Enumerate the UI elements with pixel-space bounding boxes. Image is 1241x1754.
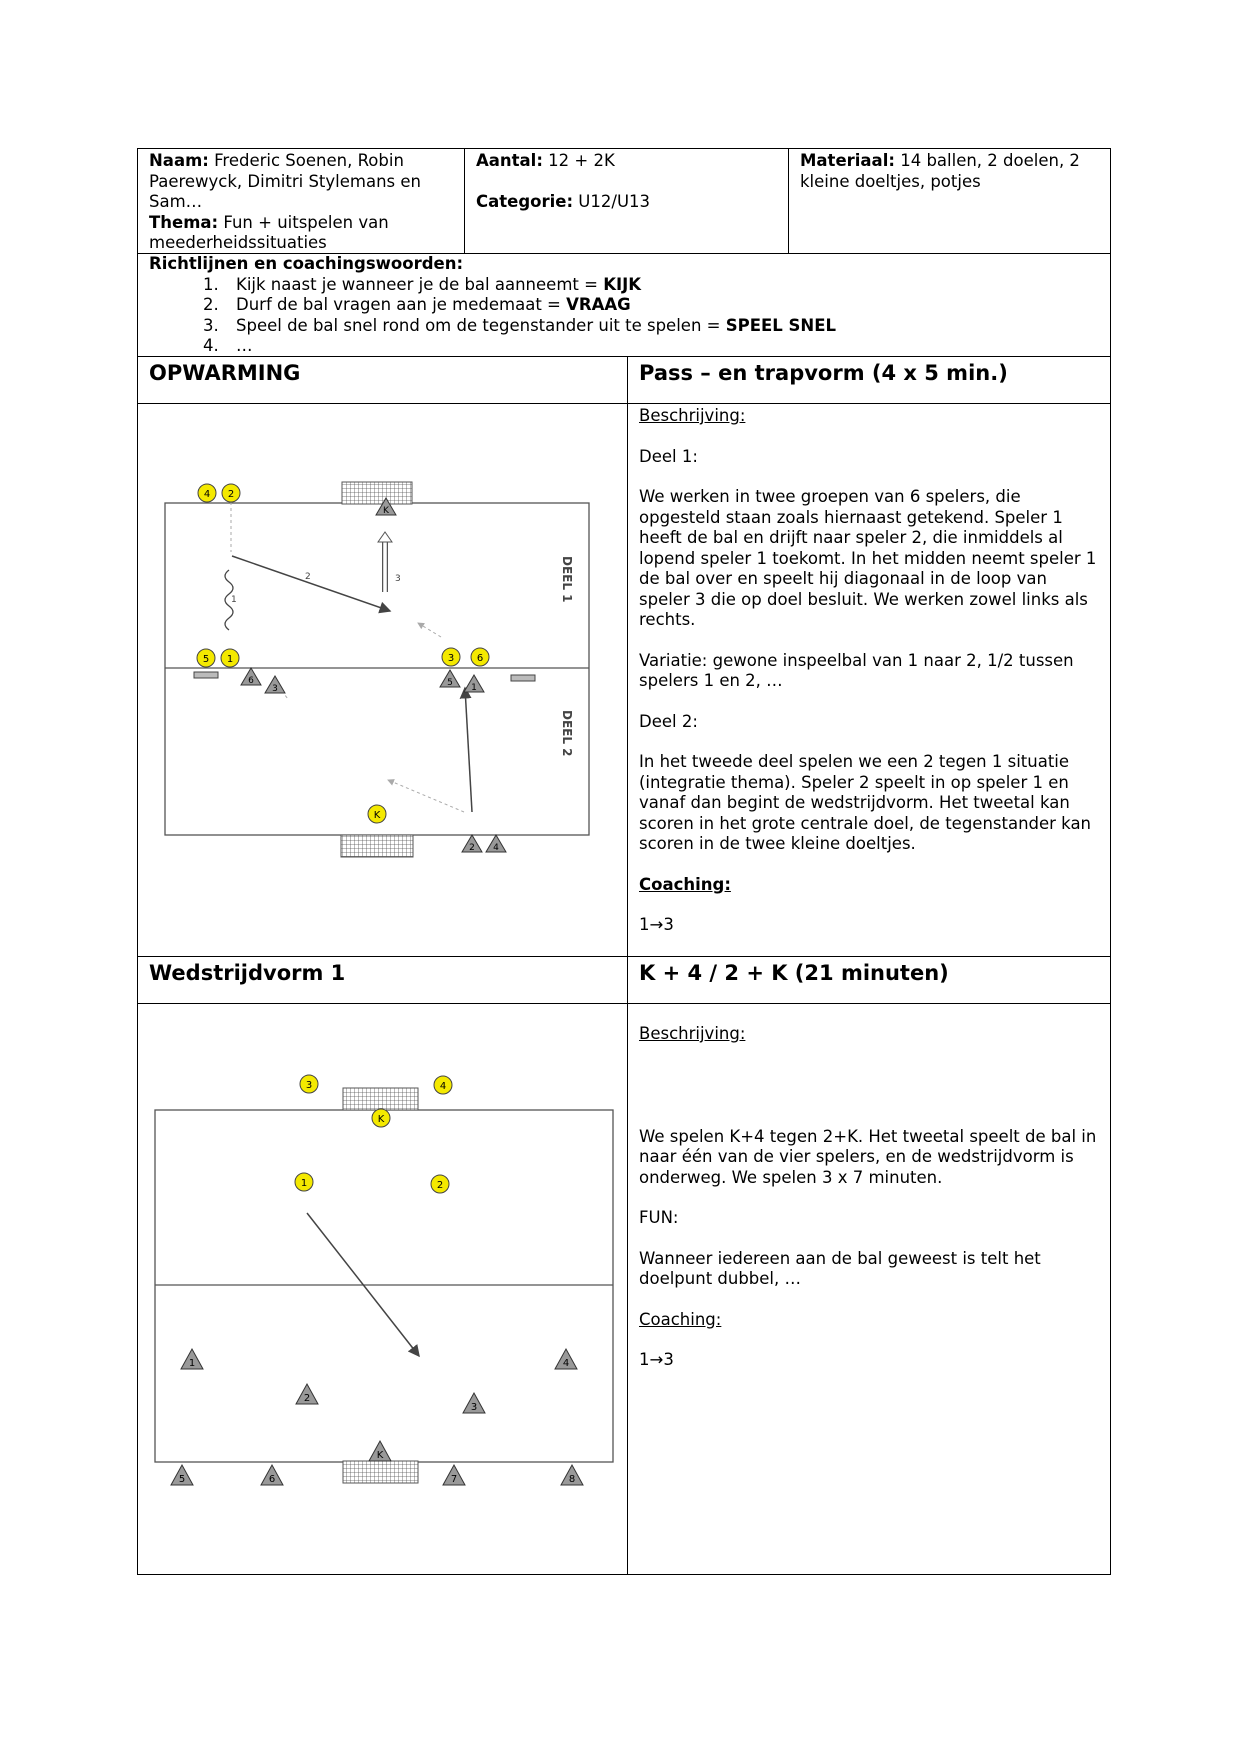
yellow-player bbox=[434, 1076, 452, 1094]
field-outline bbox=[165, 503, 589, 835]
arrow-label-1: 1 bbox=[231, 595, 237, 605]
variatie-text: Variatie: gewone inspeelbal van 1 naar 2, 1/2 tussen spelers 1 en 2, … bbox=[639, 650, 1074, 690]
svg-text:3: 3 bbox=[305, 1080, 313, 1091]
yellow-keeper bbox=[368, 805, 386, 823]
opwarming-title: OPWARMING bbox=[149, 361, 301, 385]
beschrijving-label: Beschrijving: bbox=[639, 406, 746, 425]
deel2-text: In het tweede deel spelen we een 2 tegen 1 situatie (integratie thema). Speler 2 speelt in op speler 1 en vanaf dan begint de wedstrijdvorm. Het tweetal kan scoren in het grote centrale doel, de tegenstander kan scoren in de twee kleine doeltjes. bbox=[639, 752, 1092, 853]
small-goal-left bbox=[194, 672, 218, 678]
aantal-label: Aantal: bbox=[476, 151, 543, 170]
coaching-value: 1→3 bbox=[639, 1350, 674, 1369]
guidelines-list bbox=[149, 275, 1099, 357]
svg-text:K: K bbox=[376, 1450, 384, 1461]
deel1-label: DEEL 1 bbox=[560, 556, 574, 603]
svg-text:6: 6 bbox=[248, 676, 254, 686]
naam-value: Frederic Soenen, Robin Paerewyck, Dimitri Stylemans en Sam… bbox=[149, 151, 421, 211]
gray-player bbox=[296, 1384, 318, 1404]
svg-text:1: 1 bbox=[471, 683, 477, 693]
svg-text:K: K bbox=[383, 506, 389, 516]
gray-player bbox=[463, 1393, 485, 1413]
wedstrijdvorm-description-cell bbox=[627, 1004, 1111, 1575]
deel2-title: Deel 2: bbox=[639, 711, 698, 731]
svg-text:6: 6 bbox=[476, 653, 484, 664]
coaching-label: Coaching: bbox=[639, 1309, 722, 1329]
svg-text:K: K bbox=[377, 1114, 385, 1125]
guideline-item: 4. … bbox=[224, 336, 1099, 357]
svg-text:5: 5 bbox=[178, 1474, 186, 1485]
wedstrijdvorm-diagram bbox=[138, 1004, 627, 1576]
wedstrijdvorm-text: We spelen K+4 tegen 2+K. Het tweetal speelt de bal in naar één van de vier spelers, en de wedstrijdvorm is onderweg. We spelen 3 x 7 minuten. bbox=[639, 1126, 1097, 1187]
gray-player bbox=[265, 676, 285, 694]
gray-player bbox=[486, 835, 506, 853]
deel2-label: DEEL 2 bbox=[560, 710, 574, 757]
fun-text: Wanneer iedereen aan de bal geweest is telt het doelpunt dubbel, … bbox=[639, 1248, 1041, 1288]
svg-text:2: 2 bbox=[469, 843, 475, 853]
yellow-player bbox=[300, 1075, 318, 1093]
svg-text:6: 6 bbox=[268, 1474, 276, 1485]
gray-player bbox=[171, 1465, 193, 1485]
gray-player bbox=[241, 668, 261, 686]
field-outline bbox=[155, 1110, 613, 1462]
arrow-label-2: 2 bbox=[305, 572, 311, 582]
goal-top bbox=[342, 482, 412, 504]
run-line-deel2 bbox=[388, 780, 464, 812]
coaching-label: Coaching: bbox=[639, 874, 731, 894]
yellow-player bbox=[442, 648, 460, 666]
k4-2k-title: K + 4 / 2 + K (21 minuten) bbox=[627, 957, 1111, 1003]
small-goal-right bbox=[511, 675, 535, 681]
svg-text:7: 7 bbox=[450, 1474, 458, 1485]
goal-bottom bbox=[343, 1461, 418, 1483]
gray-player bbox=[561, 1465, 583, 1485]
aantal-value: 12 + 2K bbox=[542, 151, 615, 170]
guidelines-title: Richtlijnen en coachingswoorden: bbox=[149, 254, 464, 273]
gray-player bbox=[555, 1349, 577, 1369]
gray-player bbox=[261, 1465, 283, 1485]
materiaal-label: Materiaal: bbox=[800, 151, 895, 170]
svg-text:1: 1 bbox=[188, 1358, 196, 1369]
yellow-player bbox=[431, 1175, 449, 1193]
svg-text:2: 2 bbox=[227, 489, 235, 500]
svg-text:3: 3 bbox=[447, 653, 455, 664]
pass-trapvorm-title: Pass – en trapvorm (4 x 5 min.) bbox=[627, 357, 1111, 403]
yellow-player bbox=[471, 648, 489, 666]
thema-value: Fun + uitspelen van meederheidssituaties bbox=[149, 212, 389, 252]
svg-text:2: 2 bbox=[303, 1393, 311, 1404]
svg-text:4: 4 bbox=[493, 843, 499, 853]
arrow-label-3: 3 bbox=[395, 574, 401, 584]
materiaal-cell bbox=[788, 149, 1111, 253]
header-row bbox=[138, 149, 1110, 253]
gray-player bbox=[181, 1349, 203, 1369]
aantal-cell bbox=[464, 149, 788, 253]
guideline-item: 3. Speel de bal snel rond om de tegenstander uit te spelen = SPEEL SNEL bbox=[224, 316, 1099, 337]
gray-player bbox=[462, 835, 482, 853]
categorie-label: Categorie: bbox=[476, 191, 574, 211]
gray-player bbox=[443, 1465, 465, 1485]
svg-text:5: 5 bbox=[447, 678, 453, 688]
section2-title-row bbox=[138, 956, 1110, 1003]
opwarming-description-cell bbox=[627, 404, 1111, 956]
naam-label: Naam: bbox=[149, 151, 209, 170]
deel1-text: We werken in twee groepen van 6 spelers, die opgesteld staan zoals hiernaast getekend. Speler 1 heeft de bal en drijft naar speler 2, die inmiddels al lopend speler 1 toekomt. In het midden neemt speler 1 de bal over en speelt hij diagonaal in de loop van speler 3 die op doel besluit. We werken zowel links als rechts. bbox=[639, 487, 1097, 629]
svg-text:3: 3 bbox=[470, 1402, 478, 1413]
goal-bottom bbox=[341, 835, 413, 857]
guidelines-row bbox=[138, 253, 1110, 356]
opwarming-diagram-cell bbox=[138, 404, 627, 956]
wedstrijdvorm-title: Wedstrijdvorm 1 bbox=[149, 961, 346, 985]
run-line-6 bbox=[418, 623, 441, 637]
svg-text:1: 1 bbox=[226, 654, 234, 665]
yellow-player bbox=[198, 484, 216, 502]
coaching-value: 1→3 bbox=[639, 915, 674, 934]
shot-arrow-head bbox=[378, 532, 392, 542]
svg-text:2: 2 bbox=[436, 1180, 444, 1191]
pass-arrow-2 bbox=[232, 556, 390, 611]
fun-label: FUN: bbox=[639, 1208, 679, 1227]
goal-top bbox=[343, 1088, 418, 1110]
gray-player bbox=[464, 675, 484, 693]
svg-text:1: 1 bbox=[300, 1178, 308, 1189]
svg-text:5: 5 bbox=[202, 654, 210, 665]
section1-title-row bbox=[138, 356, 1110, 403]
categorie-value: U12/U13 bbox=[573, 191, 651, 211]
guideline-item: 2. Durf de bal vragen aan je medemaat = VRAAG bbox=[224, 295, 1099, 316]
yellow-player bbox=[197, 649, 215, 667]
deel1-title: Deel 1: bbox=[639, 446, 698, 466]
gray-keeper bbox=[369, 1441, 391, 1461]
svg-text:4: 4 bbox=[203, 489, 211, 500]
yellow-player bbox=[222, 484, 240, 502]
guideline-item: 1. Kijk naast je wanneer je de bal aanneemt = KIJK bbox=[224, 275, 1099, 296]
svg-text:4: 4 bbox=[562, 1358, 570, 1369]
yellow-keeper bbox=[372, 1109, 390, 1127]
opwarming-diagram bbox=[138, 404, 627, 957]
naam-cell bbox=[138, 149, 464, 253]
yellow-player bbox=[295, 1173, 313, 1191]
wedstrijdvorm-diagram-cell bbox=[138, 1004, 627, 1575]
gray-player bbox=[440, 670, 460, 688]
section2-content-row bbox=[138, 1003, 1110, 1575]
beschrijving-label: Beschrijving: bbox=[639, 1024, 746, 1043]
thema-label: Thema: bbox=[149, 212, 219, 232]
yellow-player bbox=[221, 649, 239, 667]
materiaal-value: 14 ballen, 2 doelen, 2 kleine doeltjes, potjes bbox=[800, 151, 1080, 191]
svg-text:K: K bbox=[373, 810, 381, 821]
svg-text:8: 8 bbox=[568, 1474, 576, 1485]
pass-arrow-deel2 bbox=[465, 688, 472, 812]
guidelines-cell bbox=[138, 254, 1110, 356]
svg-text:4: 4 bbox=[439, 1081, 447, 1092]
section1-content-row bbox=[138, 403, 1110, 956]
svg-text:3: 3 bbox=[272, 684, 278, 694]
lesson-sheet bbox=[137, 148, 1111, 1575]
